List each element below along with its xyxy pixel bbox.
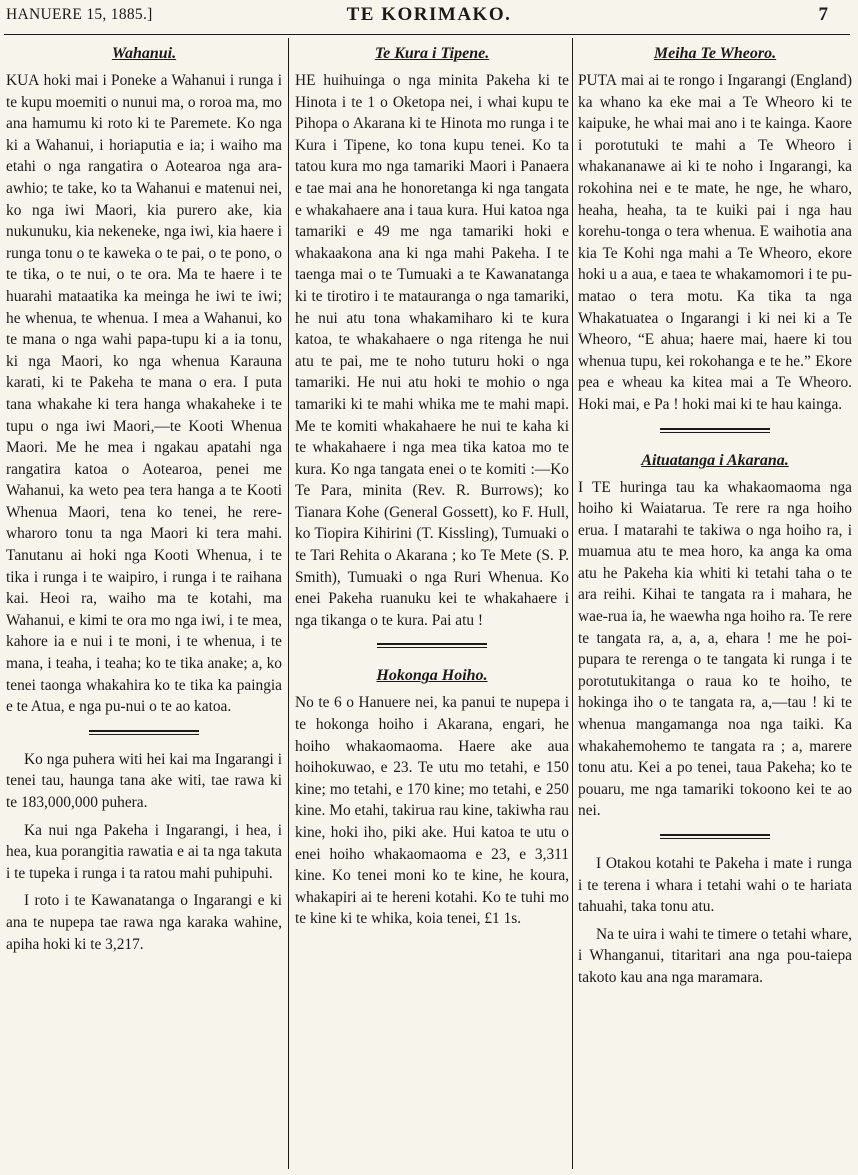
article-body-kura [295, 70, 569, 631]
news-note: I Otakou kotahi te Pakeha i mate i runga i te terena i whara i tetahi wahi o te hariata tahuahi, taka tonu atu. [578, 855, 852, 916]
article-text: huringa tau ka whakaomaoma nga hoiho ki Waiatarua. Te rere ra nga hoiho erua. I matarahi te takiwa o nga hoiho ra, i muamua atu te mea horo, ka anga ka oma atu he Pakeha kia whiti ki tetahi taha o te ara reihi. Kihai te tangata ra i mahara, he wae-rua ia, he waewha nga hoiho ra. Te rere te tangata ra, a, a, a, ehara ! me he poi-pupara te rerenga o te tangata ki runga i te porotutukitanga o raua ko te hoiho, te hokinga iho o te tangata ra, a,—tau ! ki te whenua mangamanga noa nga taiki. Ka whakahemohemo te tangata ra ; a, marere tonu atu. Kei a po tenei, taua Pakeha; ko te pouaru, me nga tamariki tokoono kei te ao nei. [578, 478, 852, 820]
news-note: Ka nui nga Pakeha i Ingarangi, i hea, i hea, kua porangitia rawatia e ai ta nga takuta i te tupeka i runga i ta ratou mahi puhipuhi. [6, 821, 282, 882]
header-rule [4, 34, 850, 35]
section-divider [377, 643, 487, 648]
column-3 [578, 40, 852, 989]
lead-word: KUA [6, 72, 40, 89]
lead-word: HE [295, 72, 316, 89]
column-divider [572, 38, 573, 1169]
article-title-hokonga: Hokonga Hoiho. [376, 667, 488, 685]
column-divider [288, 38, 289, 1169]
article-title-wahanui: Wahanui. [111, 45, 177, 62]
column-1 [6, 40, 282, 955]
article-title-meiha: Meiha Te Wheoro. [653, 45, 777, 62]
news-note: Ko nga puhera witi hei kai ma Ingarangi i tenei tau, haunga tana ake witi, tae rawa ki te 183,000,000 puhera. [6, 750, 282, 811]
article-text: mai ai te rongo i Ingarangi (England) ka whano ka eke mai a Te Wheoro ki te kaipuke, he whai mai ano i te kainga. Kaore i porotutuki te mahi a Te Wheoro i whakananawe ai ki te noho i Ingarangi, ka rokohina nei e te mate, he nge, he wharo, heaha, heaha, ta te kuiki pai i nga hau korehu-tonga o tera whenua. E waihotia ana kia Te Kohi nga mahi a Te Wheoro, ekore hoki u a aua, e taea te whakamomori i te pu-matao o tera motu. Ka tika ta nga Whakatuatea o Ingarangi i ki nei ki a Te Wheoro, “E ahua; haere mai, haere ki tou whenua tupu, kei rokohanga e te he.” Ekore pea e wheau ka kitea mai a Te Wheoro. Hoki mai, e Pa ! hoki mai ki te hau kainga. [578, 72, 852, 413]
page-header [0, 0, 858, 34]
header-date: HANUERE 15, 1885.] [6, 6, 153, 23]
page-number: 7 [818, 4, 828, 25]
article-title-aituatanga: Aituatanga i Akarana. [641, 451, 789, 469]
section-divider [89, 730, 199, 735]
section-divider [660, 428, 770, 433]
article-text: hoki mai i Poneke a Wahanui i runga i te kupu moemiti o nunui ma, o roroa ma, mo ana hamumu ki roto ki te Paremete. Ko nga ki a Wahanui, i horiaputia e ia; i waiho ma etahi o nga rangatira o Aotearoa nga ara-awhio; te take, ko ta Wahanui e matenui nei, ko nga iwi Maori, kia purero ake, kia nukunuku, kia nekeneke, nga iwi, kia haere i runga tonu o te kaweka o te pai, o te pono, o te tika, o te nui, o te ora. Ma te haere i te huarahi mataatika ka meinga he iwi te iwi; he whenua, te whenua. I mea a Wahanui, ko te mana o nga wahi papa-tupu ki a ia tonu, ki nga Maori, ko nga whenua Karauna karati, ki te Pakeha te mana o era. I puta tana whakahe ki tera hanga whakaheke i te tupu o nga iwi Maori,—te Kooti Whenua Maori. Me he mea i ngakau apatahi nga rangatira katoa o Aotearoa, penei me Wahanui, ka weto pea tera hanga a te Kooti Whenua Maori, tena ko tenei, he rere-wharoro tonu ta nga Maori ki tera mahi. Tanutanu ai hoki nga Kooti Whenua, i te tika i runga i te waipiro, i runga i te raihana kai. Heoi ra, waiho ma te kotahi, ma Wahanui, e kimi te ora mo nga iwi, i te mea, kahore ia e nui i te moni, i te whenua, i te mana, i teaha, i teaha; ko te tika anake; a, ko tenei taonga whakahira ko te tika ka paingia e te Atua, e nga pu-nui o te ao katoa. [6, 72, 282, 716]
article-body-hokonga: No te 6 o Hanuere nei, ka panui te nupepa i te hokonga hoiho i Akarana, engari, he hoiho whakaomaoma. Haere ake aua hoihokuwao, e 23. Te utu mo tetahi, e 150 kine; mo tetahi, e 170 kine; mo tetahi, e 250 kine. Mo etahi, takirua rau kine, takiwha rau kine, hoki iho, piki ake. Hui katoa te utu o enei hoiho whakaomaoma e 23, e 3,311 kine. Ko tenei moni ko te kine, he koura, whakapiri ai te hereni kotahi. Ko te tuhi mo te kine ki te whika, koia tenei, £1 1s. [295, 694, 569, 928]
news-note: I roto i te Kawanatanga o Ingarangi e ki ana te nupepa tae rawa nga karaka wahine, apiha hoki ki te 3,217. [6, 892, 282, 953]
article-title-kura: Te Kura i Tipene. [374, 45, 490, 62]
article-text: huihuinga o nga minita Pakeha ki te Hinota i te 1 o Oketopa nei, i whai kupu te Pihopa o Akarana ki te Hinota mo runga i te Kura i Tipene, ko tona kupu tenei. Ko ta tatou kura mo nga tamariki Maori i Panaera e tae mai ana he honoretanga ki nga tangata e whakahaere ana i taua kura. Hui katoa nga tamariki e 49 me nga tamariki hoki e whakaakona ana ki nga mahi Pakeha. I te taenga mai o te Tumuaki a te Kawanatanga ki te tirotiro i te matauranga o nga tamariki, he nui atu tona whakamiharo ki te kura katoa, te whakahaere o nga ritenga he nui atu te pai, me te noho tuturu hoki o nga tamariki. He nui atu hoki te mohio o nga tamariki ki te mahi whika me te mahi mapi. Me te komiti whakahaere he nui te kaha ki te whakahaere i nga mea tika katoa mo te kura. Ko nga tangata enei o te komiti :—Ko Te Para, minita (Rev. R. Burrows); ko Tianara Kohe (General Gossett), ko F. Hull, ko Tiopira Kihirini (T. Kissling), Tumuaki o te Tari Rehita o Akarana ; ko Te Mete (S. P. Smith), Tumuaki o nga Ruri Whenua. Ko enei Pakeha ruanuku kei te whakahaere i nga tikanga o te kura. Pai atu ! [295, 72, 570, 629]
newspaper-title: TE KORIMAKO. [346, 4, 512, 25]
article-body-aituatanga [578, 477, 852, 823]
lead-word: I TE [578, 478, 611, 496]
lead-word: PUTA [578, 72, 617, 89]
column-2 [295, 40, 569, 930]
article-body-meiha [578, 70, 852, 416]
news-note: Na te uira i wahi te timere o tetahi whare, i Whanganui, titaritari ana nga pou-taiepa takoto kau ana nga maramara. [578, 925, 852, 986]
article-body-wahanui [6, 70, 282, 718]
section-divider [660, 834, 770, 839]
